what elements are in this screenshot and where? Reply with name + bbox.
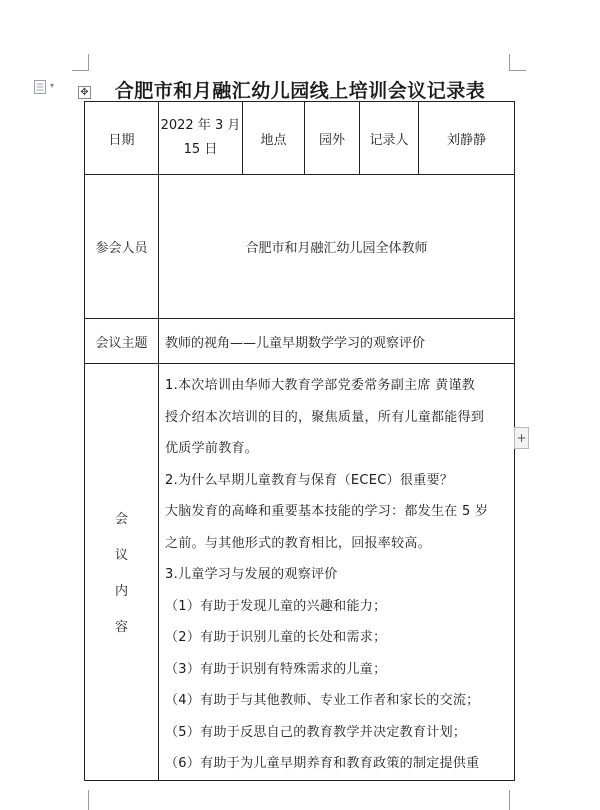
date-label: 日期 — [85, 102, 159, 175]
location-label: 地点 — [243, 102, 305, 175]
table-row-date — [85, 102, 515, 175]
attendees-value[interactable]: 合肥市和月融汇幼儿园全体教师 — [159, 175, 515, 319]
content-line: 3.儿童学习与发展的观察评价 — [165, 567, 338, 582]
content-line: （3）有助于识别有特殊需求的儿童； — [165, 661, 387, 677]
content-line: （4）有助于与其他教师、专业工作者和家长的交流； — [165, 693, 480, 708]
crop-mark-bottom-right — [509, 790, 526, 810]
recorder-value[interactable]: 刘静静 — [419, 102, 515, 175]
content-label-cell — [85, 364, 159, 781]
content-line: 1.本次培训由华师大教育学部党委常务副主席 黄谨教 — [165, 378, 476, 393]
date-value-cell[interactable] — [159, 102, 243, 175]
crop-mark-top-left — [72, 54, 89, 71]
topic-value[interactable]: 教师的视角——儿童早期数学学习的观察评价 — [159, 319, 515, 364]
content-line: （2）有助于识别儿童的长处和需求； — [165, 630, 387, 645]
table-move-handle-icon[interactable]: ✥ — [78, 86, 91, 99]
content-label-char: 议 — [114, 548, 128, 564]
crop-mark-bottom-left — [72, 790, 89, 810]
content-label-char: 内 — [114, 584, 128, 600]
recorder-label: 记录人 — [360, 102, 419, 175]
content-line: 大脑发育的高峰和重要基本技能的学习：都发生在 5 岁 — [165, 504, 489, 519]
content-line: 授介绍本次培训的目的，聚焦质量，所有儿童都能得到 — [165, 409, 485, 425]
table-row-attendees — [85, 175, 515, 319]
meeting-record-table — [84, 101, 515, 781]
content-line: （5）有助于反思自己的教育教学并决定教育计划； — [165, 724, 467, 740]
chevron-down-icon[interactable]: ▾ — [50, 81, 55, 90]
table-row-topic — [85, 319, 515, 364]
attendees-label: 参会人员 — [85, 175, 159, 319]
date-value-line2: 15 日 — [183, 142, 218, 157]
content-line: 优质学前教育。 — [165, 441, 259, 456]
add-column-plus-icon[interactable]: + — [514, 427, 529, 449]
topic-label: 会议主题 — [85, 319, 159, 364]
content-line: 之前。与其他形式的教育相比，回报率较高。 — [165, 535, 432, 551]
content-label — [85, 508, 158, 635]
date-value-line1: 2022 年 3 月 — [160, 118, 241, 133]
location-value[interactable]: 园外 — [305, 102, 360, 175]
document-title: 合肥市和月融汇幼儿园线上培训会议记录表 — [114, 80, 486, 102]
crop-mark-top-right — [509, 54, 526, 71]
content-label-char: 会 — [114, 512, 128, 528]
content-line: 2.为什么早期儿童教育与保育（ECEC）很重要？ — [165, 472, 454, 488]
table-row-content — [85, 364, 515, 781]
content-text-cell[interactable] — [159, 364, 515, 781]
content-line: （6）有助于为儿童早期养育和教育政策的制定提供重 — [165, 756, 480, 771]
content-line: （1）有助于发现儿童的兴趣和能力； — [165, 598, 387, 614]
content-label-char: 容 — [114, 620, 128, 636]
